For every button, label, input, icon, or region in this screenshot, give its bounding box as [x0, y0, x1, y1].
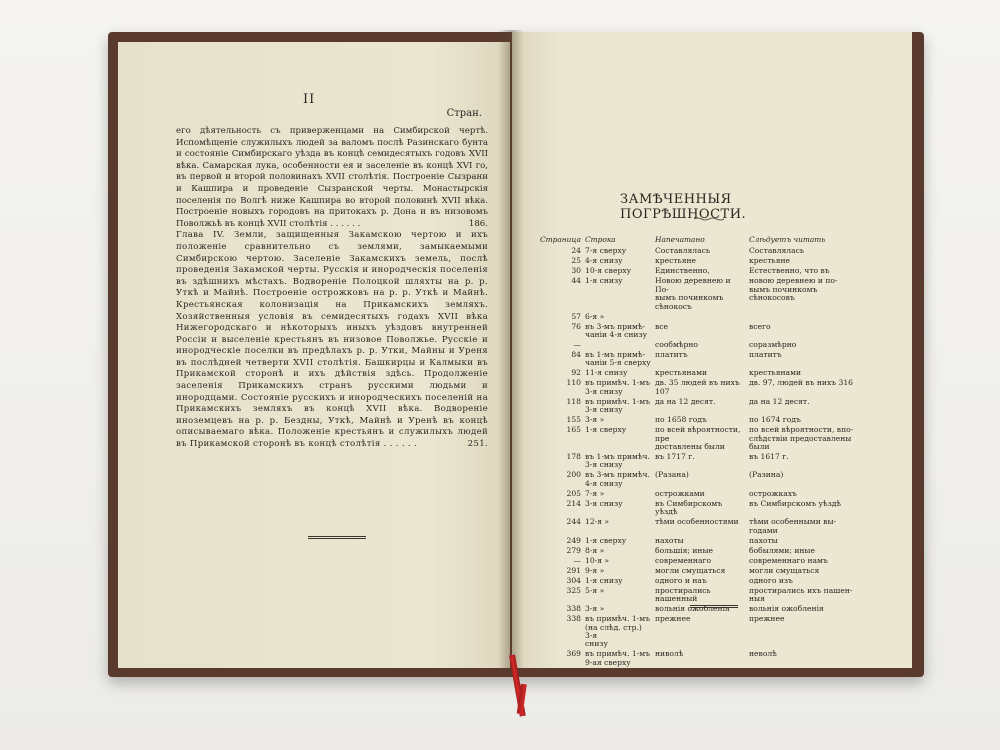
errata-correction: да на 12 десят.	[749, 396, 810, 406]
errata-printed: Новою деревнею и По- вымъ починкомъ сѣнокосъ	[655, 276, 731, 311]
errata-page: 76	[571, 321, 581, 331]
errata-page: 44	[571, 276, 581, 286]
errata-line: 4-я снизу	[585, 256, 623, 266]
errata-page: —	[573, 555, 581, 565]
errata-printed: современнаго	[655, 555, 712, 565]
errata-page: 24	[571, 246, 581, 256]
errata-printed: Единственно,	[655, 266, 710, 276]
errata-page: 325	[566, 585, 581, 595]
errata-correction: соразмѣрно	[749, 340, 797, 350]
errata-page: 118	[566, 396, 581, 406]
errata-line: 3-я снизу	[585, 498, 623, 508]
errata-row	[538, 518, 888, 536]
errata-line: 1-я сверху	[585, 425, 627, 435]
errata-line: 8-я »	[585, 545, 605, 555]
errata-page: 249	[566, 535, 581, 545]
errata-line: 6-я »	[585, 311, 605, 321]
errata-page: 178	[566, 452, 581, 462]
errata-correction: (Разина)	[749, 470, 784, 480]
errata-row	[538, 426, 888, 453]
section-divider	[308, 536, 366, 539]
errata-correction: прежнее	[749, 614, 785, 624]
errata-line: 5-я »	[585, 585, 605, 595]
errata-line: 10-я »	[585, 555, 610, 565]
errata-line: 1-я снизу	[585, 575, 623, 585]
errata-printed: ниволѣ	[655, 649, 684, 659]
errata-correction: неволѣ	[749, 649, 777, 659]
errata-printed: все	[655, 321, 669, 331]
errata-row	[538, 453, 888, 471]
errata-row	[538, 277, 888, 312]
errata-correction: тѣми особенными вы- годами	[749, 517, 837, 535]
errata-correction: по всей вѣроятности, впо- слѣдствіи предоставлены были	[749, 425, 854, 452]
errata-correction: въ 1617 г.	[749, 452, 789, 462]
toc-entry-text: его дѣятельность съ приверженцами на Симбирской чертѣ. Испомѣщеніе служилыхъ людей за валомъ послѣ Разинскаго бунта и состояніе Симбирскаго уѣзда въ концѣ семидесятыхъ годовъ XVII вѣка. Самарская лука, особенности ея и заселеніе въ концѣ XVI го, въ первой и второй половинахъ XVII столѣтія. Построеніе Сызрани и Кашпира и проведеніе Сызранской черты. Монастырскія поселенія по Волгѣ ниже Кашпира во второй половинѣ XVII вѣка. Построеніе новыхъ городовъ на притокахъ р. Дона и въ низовомъ Поволжьѣ въ концѣ XVII столѣтія	[176, 126, 488, 229]
errata-line: въ 1-мъ примѣч. 3-я снизу	[585, 452, 650, 470]
errata-page: 25	[571, 256, 581, 266]
left-page	[118, 42, 510, 668]
errata-correction: по 1674 годъ	[749, 415, 801, 425]
errata-line: 12-я »	[585, 517, 610, 527]
errata-line: 7-я »	[585, 488, 605, 498]
errata-line: 3-я »	[585, 415, 605, 425]
errata-correction: Составлялась	[749, 246, 804, 256]
errata-page: 205	[566, 488, 581, 498]
errata-printed: могли смущаться	[655, 565, 726, 575]
errata-page: 279	[566, 545, 581, 555]
errata-line: въ примѣч. 1-мъ 3-я снизу	[585, 378, 650, 396]
errata-correction: бобылями; иные	[749, 545, 815, 555]
errata-row	[538, 351, 888, 369]
right-page	[512, 32, 912, 668]
errata-printed: платитъ	[655, 350, 688, 360]
errata-printed: нахоты	[655, 535, 684, 545]
errata-line: въ примѣч. 1-мъ 9-ая сверху	[585, 649, 650, 667]
header-printed: Напечатано	[655, 235, 705, 244]
errata-printed: крестьянами	[655, 368, 708, 378]
errata-page: 304	[566, 575, 581, 585]
errata-page: 110	[566, 378, 581, 388]
errata-line: 10-я сверху	[585, 266, 632, 276]
errata-printed: простирались нашенный	[655, 585, 711, 604]
toc-entry	[176, 230, 488, 450]
errata-table	[538, 236, 888, 668]
toc-entry	[176, 126, 488, 230]
errata-line: 7-я сверху	[585, 246, 627, 256]
errata-row	[538, 471, 888, 489]
errata-printed: да на 12 десят.	[655, 396, 716, 406]
errata-printed: дв. 35 людей въ нихъ 107	[655, 378, 740, 396]
errata-printed: сообмѣрно	[655, 340, 698, 350]
toc-entry-page: 186.	[468, 218, 488, 229]
errata-line: въ примѣч. 1-мъ 3-я снизу	[585, 396, 650, 415]
toc-entry-dots: . . . . . .	[330, 218, 361, 229]
errata-correction: въ Симбирскомъ уѣздѣ	[749, 498, 841, 508]
errata-correction: крестьяне	[749, 256, 791, 266]
errata-page: 338	[566, 614, 581, 624]
header-line: Строка	[585, 235, 616, 244]
errata-correction: новою деревнею и по- вымъ починкомъ сѣнокосовъ	[749, 276, 838, 303]
errata-page: —	[573, 340, 581, 350]
errata-printed: крестьяне	[655, 256, 697, 266]
errata-page: 92	[571, 368, 581, 378]
ornament-squiggle	[694, 217, 724, 221]
errata-correction: платитъ	[749, 350, 782, 360]
errata-line: въ 1-мъ примѣ- чаніи 5-я сверху	[585, 350, 651, 368]
errata-row	[538, 650, 888, 668]
errata-printed: по 1658 годъ	[655, 415, 707, 425]
errata-correction: могли смущаться	[749, 565, 820, 575]
errata-correction: пахоты	[749, 535, 778, 545]
table-of-contents	[176, 126, 488, 451]
errata-correction: современнаго намъ	[749, 555, 828, 565]
errata-page: 291	[566, 565, 581, 575]
errata-printed: по всей вѣроятности, пре доставлены были	[655, 425, 741, 452]
errata-row	[538, 615, 888, 650]
errata-printed: (Разана)	[655, 470, 689, 480]
errata-correction: простирались ихъ пашен- ныя	[749, 585, 853, 604]
errata-page: 30	[571, 266, 581, 276]
errata-correction: острожкахъ	[749, 488, 797, 498]
errata-printed: Составлялась	[655, 246, 710, 256]
errata-line: 1-я снизу	[585, 276, 623, 286]
toc-entry-page: 251.	[467, 439, 488, 450]
errata-correction: вольнія ожобленія	[749, 604, 824, 614]
errata-page: 165	[566, 425, 581, 435]
errata-line: 3-я »	[585, 604, 605, 614]
errata-correction: всего	[749, 321, 771, 331]
errata-printed: въ 1717 г.	[655, 452, 695, 462]
errata-line: въ 3-мъ примѣч. 4-я снизу	[585, 470, 650, 488]
errata-page: 84	[571, 350, 581, 360]
errata-row	[538, 379, 888, 397]
errata-line: 11-я снизу	[585, 368, 628, 378]
page-column-label: Стран.	[446, 108, 482, 119]
errata-correction: крестьянами	[749, 368, 802, 378]
errata-page: 57	[571, 311, 581, 321]
errata-printed: острожками	[655, 488, 705, 498]
errata-printed: тѣми особенностями	[655, 517, 739, 527]
errata-table-container	[538, 236, 888, 668]
errata-row	[538, 500, 888, 518]
errata-page: 214	[566, 498, 581, 508]
header-page: Страница	[540, 235, 581, 244]
errata-correction: дв. 97, людей въ нихъ 316	[749, 378, 854, 388]
errata-page: 338	[566, 604, 581, 614]
section-divider	[690, 605, 738, 608]
errata-page: 369	[566, 649, 581, 659]
errata-line: 9-я »	[585, 565, 605, 575]
errata-line: въ примѣч. 1-мъ (на слѣд. стр.) 3-я снизу	[585, 614, 650, 649]
page-number: II	[303, 92, 316, 107]
errata-printed: въ Симбирскомъ уѣздѣ	[655, 498, 723, 517]
toc-entry-dots: . . . . . .	[383, 439, 417, 450]
errata-printed: одного и наъ	[655, 575, 707, 585]
book-spine	[498, 30, 524, 668]
errata-line: въ 3-мъ примѣ- чаніи 4-я снизу	[585, 321, 648, 340]
errata-row	[538, 323, 888, 341]
errata-printed: прежнее	[655, 614, 691, 624]
errata-title: ЗАМѢЧЕННЫЯ ПОГРѢШНОСТИ.	[620, 192, 747, 222]
header-correction: Слѣдуетъ читать	[749, 235, 826, 244]
errata-line: 1-я сверху	[585, 535, 627, 545]
errata-page: 200	[566, 470, 581, 480]
errata-page: 155	[566, 415, 581, 425]
errata-printed: большія; иные	[655, 545, 714, 555]
errata-row	[538, 587, 888, 605]
errata-page: 244	[566, 517, 581, 527]
errata-correction: одного изъ	[749, 575, 793, 585]
toc-entry-text: Глава IV. Земли, защищенныя Закамскою чертою и ихъ положеніе сравнительно съ землями, замыкаемыми Симбирскою чертою. Заселеніе Закамскихъ земель, послѣ проведенія Закамской черты. Русскія и инородческія поселенія въ здѣшнихъ мѣстахъ. Водвореніе Полоцкой шляхты на р. р. Уткѣ и Майнѣ. Построеніе острожковъ на р. р. Уткѣ и Майнѣ. Крестьянская колонизація на Прикамскихъ земляхъ. Хозяйственныя условія въ семидесятыхъ годахъ XVII вѣка Нижегородскаго и нѣкоторыхъ иныхъ уѣздовъ внутренней Россіи и выселеніе крестьянъ въ низовое Поволжье. Русскіе и инородческіе поселки въ предѣлахъ р. р. Утки, Майны и Уреня въ послѣдней четверти XVII столѣтія. Башкирцы и Калмыки въ Прикамской сторонѣ и ихъ дѣйствія здѣсь. Продолженіе заселенія Прикамскихъ странъ русскими людьми и инородцами. Состояніе русскихъ и инородческихъ поселеній на Прикамскихъ земляхъ въ концѣ XVII вѣка. Водвореніе иноземцевъ на р. р. Бездны, Уткѣ, Майнѣ и Уренѣ въ концѣ описываемаго вѣка. Положеніе крестьянъ и служилыхъ людей въ Прикамской сторонѣ въ концѣ столѣтія	[176, 230, 488, 450]
errata-row	[538, 398, 888, 416]
errata-correction: Естественно, что въ	[749, 266, 830, 276]
errata-printed: вольнія ожобленія	[655, 604, 730, 614]
